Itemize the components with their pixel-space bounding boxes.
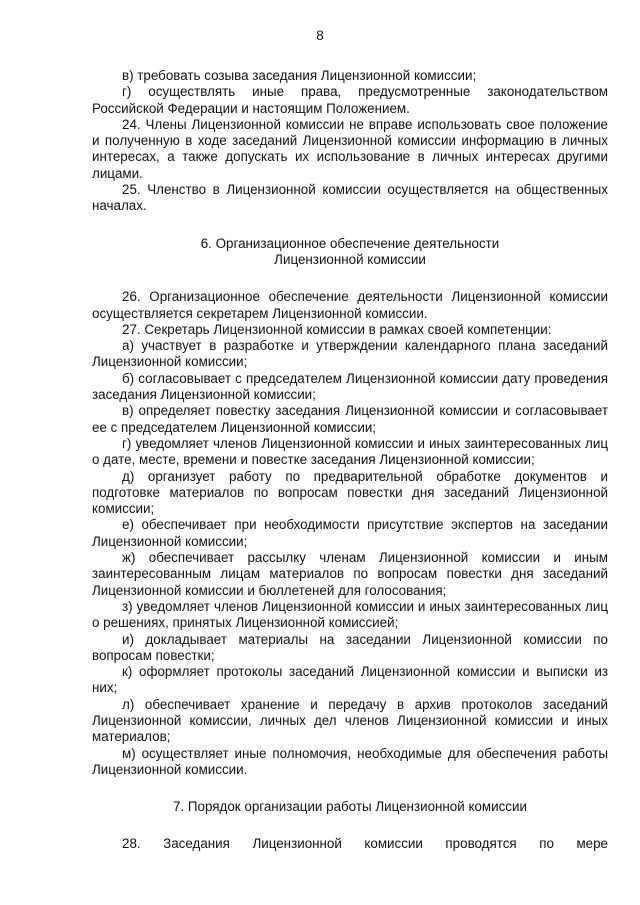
list-item: ж) обеспечивает рассылку членам Лицензионной комиссии и иным заинтересованным лицам материалов по вопросам повестки дня заседаний Лицензионной комиссии и бюллетеней для голосования;: [92, 550, 608, 598]
list-item: л) обеспечивает хранение и передачу в архив протоколов заседаний Лицензионной комиссии, личных дел членов Лицензионной комиссии и иных материалов;: [92, 696, 608, 745]
section-heading: 6. Организационное обеспечение деятельности: [200, 235, 500, 251]
document-body: [92, 68, 608, 853]
list-item: и) докладывает материалы на заседании Лицензионной комиссии по вопросам повестки;: [92, 631, 608, 663]
paragraph: 27. Секретарь Лицензионной комиссии в рамках своей компетенции:: [122, 321, 552, 337]
paragraph: г) осуществлять иные права, предусмотренные законодательством Российской Федерации и настоящим Положением.: [92, 84, 608, 116]
list-item: к) оформляет протоколы заседаний Лицензионной комиссии и выписки из них;: [92, 664, 608, 696]
list-item: м) осуществляет иные полномочия, необходимые для обеспечения работы Лицензионной комиссии.: [92, 745, 608, 777]
list-item: б) согласовывает с председателем Лицензионной комиссии дату проведения заседания Лицензионной комиссии;: [92, 370, 608, 403]
section-heading: 7. Порядок организации работы Лицензионной комиссии: [173, 799, 527, 815]
paragraph: 28. Заседания Лицензионной комиссии проводятся по мере: [122, 836, 608, 852]
paragraph: в) требовать созыва заседания Лицензионной комиссии;: [122, 68, 477, 83]
page-number: 8: [316, 28, 324, 43]
paragraph: 24. Члены Лицензионной комиссии не вправе использовать свое положение и полученную в ходе заседаний Лицензионной комиссии информацию в личных интересах, а также допускать их использование в личных интересах другими лицами.: [92, 116, 608, 181]
section-heading: Лицензионной комиссии: [274, 251, 426, 267]
list-item: д) организует работу по предварительной обработке документов и подготовке материалов по вопросам повестки дня заседаний Лицензионной комиссии;: [92, 468, 608, 517]
list-item: з) уведомляет членов Лицензионной комиссии и иных заинтересованных лиц о решениях, принятых Лицензионной комиссией;: [92, 598, 608, 631]
paragraph: 25. Членство в Лицензионной комиссии осуществляется на общественных началах.: [92, 182, 608, 214]
list-item: е) обеспечивает при необходимости присутствие экспертов на заседании Лицензионной комиссии;: [92, 517, 608, 549]
paragraph: 26. Организационное обеспечение деятельности Лицензионной комиссии осуществляется секретарем Лицензионной комиссии.: [92, 289, 608, 321]
list-item: г) уведомляет членов Лицензионной комиссии и иных заинтересованных лиц о дате, месте, времени и повестке заседания Лицензионной комиссии;: [92, 435, 608, 468]
list-item: а) участвует в разработке и утверждении календарного плана заседаний Лицензионной комиссии;: [92, 338, 608, 370]
list-item: в) определяет повестку заседания Лицензионной комиссии и согласовывает ее с председателем Лицензионной комиссии;: [92, 403, 608, 435]
